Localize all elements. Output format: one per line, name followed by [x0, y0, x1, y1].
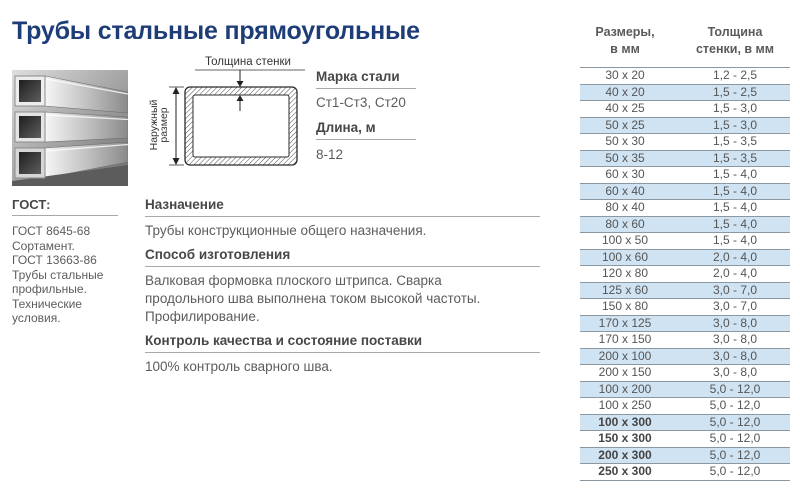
arrow-up-icon [173, 87, 180, 94]
thickness-cell: 2,0 - 4,0 [712, 249, 758, 264]
thickness-cell: 3,0 - 7,0 [712, 299, 758, 313]
section-text-line: Профилирование. [145, 309, 260, 324]
pipe-opening [19, 80, 41, 102]
thickness-cell: 1,5 - 4,0 [712, 183, 758, 198]
size-cell: 50 x 35 [605, 150, 645, 165]
table-row [580, 299, 790, 316]
table-row [580, 250, 790, 267]
size-cell: 100 x 200 [598, 381, 652, 396]
thickness-cell: 5,0 - 12,0 [709, 414, 761, 429]
section-text-line: 100% контроль сварного шва. [145, 359, 333, 374]
section-text-line: Трубы конструкционные общего назначения. [145, 223, 427, 238]
description-sections [145, 196, 540, 376]
steel-grade-label: Марка стали [316, 68, 416, 89]
table-header-size [580, 24, 670, 67]
thickness-cell: 3,0 - 8,0 [712, 332, 758, 346]
wall-thickness-label: Толщина стенки [205, 56, 291, 68]
table-row [580, 415, 790, 432]
size-cell: 100 x 50 [601, 233, 649, 247]
table-row [580, 316, 790, 333]
gost-line: Сортамент. [12, 238, 75, 253]
steel-pipes-photo [12, 70, 128, 186]
section-purpose [145, 196, 540, 240]
thickness-cell: 1,5 - 4,0 [712, 216, 758, 231]
outer-size-label-line: размер [158, 107, 170, 143]
section-text-line: Валковая формовка плоского штрипса. Сварка [145, 273, 442, 288]
thickness-cell: 1,5 - 4,0 [712, 200, 758, 214]
size-cell: 150 x 80 [601, 299, 649, 313]
thickness-cell: 1,5 - 3,5 [712, 150, 758, 165]
table-row [580, 464, 790, 481]
table-row [580, 431, 790, 448]
table-row [580, 151, 790, 168]
thickness-cell: 1,5 - 2,5 [712, 84, 758, 99]
size-cell: 125 x 60 [601, 282, 649, 297]
size-cell: 40 x 25 [605, 101, 645, 115]
section-heading: Контроль качества и состояние поставки [145, 332, 540, 353]
table-row [580, 68, 790, 85]
size-cell: 50 x 30 [605, 134, 645, 148]
size-cell: 30 x 20 [605, 68, 645, 82]
size-cell: 100 x 60 [601, 249, 649, 264]
table-row [580, 283, 790, 300]
gost-line: профильные. [12, 282, 87, 296]
thickness-cell: 5,0 - 12,0 [709, 447, 761, 462]
thickness-cell: 1,5 - 3,5 [712, 134, 758, 148]
pipe-body [45, 112, 128, 142]
thickness-cell: 3,0 - 8,0 [712, 365, 758, 379]
gost-label: ГОСТ: [12, 196, 118, 216]
size-cell: 200 x 150 [598, 365, 652, 379]
thickness-cell: 5,0 - 12,0 [709, 431, 761, 445]
size-cell: 120 x 80 [601, 266, 649, 280]
thickness-cell: 3,0 - 7,0 [712, 282, 758, 297]
length-label: Длина, м [316, 119, 416, 140]
steel-grade-value: Ст1-Ст3, Ст20 [316, 95, 406, 110]
size-cell: 50 x 25 [605, 117, 645, 132]
thickness-cell: 3,0 - 8,0 [712, 348, 758, 363]
gost-line: Технические [12, 296, 82, 311]
section-manufacturing [145, 246, 540, 326]
size-cell: 60 x 40 [605, 183, 645, 198]
thickness-cell: 1,5 - 3,0 [712, 117, 758, 132]
section-heading: Способ изготовления [145, 246, 540, 267]
table-row [580, 101, 790, 118]
section-heading: Назначение [145, 196, 540, 217]
size-cell: 200 x 300 [598, 447, 652, 462]
thickness-cell: 5,0 - 12,0 [709, 464, 761, 478]
size-cell: 40 x 20 [605, 84, 645, 99]
size-cell: 80 x 60 [605, 216, 645, 231]
gost-line: ГОСТ 8645-68 [12, 224, 91, 238]
size-cell: 150 x 300 [598, 431, 652, 445]
table-header-line: стенки, в мм [695, 42, 775, 56]
gost-text [12, 224, 118, 326]
pipe-opening [19, 116, 41, 138]
specs-panel [316, 68, 416, 164]
size-cell: 100 x 250 [598, 398, 652, 412]
size-cell: 60 x 30 [605, 167, 645, 181]
cross-section-diagram [140, 55, 310, 175]
outer-size-label-line: Наружный [148, 99, 160, 151]
size-cell: 170 x 150 [598, 332, 652, 346]
table-row [580, 382, 790, 399]
section-text-line: продольного шва выполнена током высокой частоты. [145, 291, 481, 306]
table-row [580, 217, 790, 234]
table-row [580, 85, 790, 102]
table-row [580, 233, 790, 250]
table-row [580, 349, 790, 366]
gost-panel [12, 196, 118, 326]
table-row [580, 134, 790, 151]
gost-line: ГОСТ 13663-86 [12, 253, 97, 267]
size-cell: 80 x 40 [605, 200, 645, 214]
table-row [580, 365, 790, 382]
thickness-cell: 1,5 - 4,0 [712, 167, 758, 181]
size-table-body [580, 67, 790, 481]
table-header-line: в мм [610, 42, 640, 56]
table-row [580, 118, 790, 135]
section-text [145, 358, 540, 376]
table-row [580, 332, 790, 349]
gost-line: Трубы стальные [12, 267, 104, 282]
arrow-down-icon [237, 81, 244, 87]
tube-inner-cavity [193, 95, 289, 157]
table-row [580, 448, 790, 465]
pipe-opening [19, 152, 41, 174]
thickness-cell: 3,0 - 8,0 [712, 315, 758, 330]
thickness-cell: 2,0 - 4,0 [712, 266, 758, 280]
table-row [580, 398, 790, 415]
size-cell: 200 x 100 [598, 348, 652, 363]
size-cell: 250 x 300 [598, 464, 652, 478]
table-header-line: Толщина [707, 25, 763, 39]
table-row [580, 184, 790, 201]
pipe-ends [15, 76, 45, 178]
table-row [580, 200, 790, 217]
thickness-cell: 1,5 - 4,0 [712, 233, 758, 247]
section-quality-control [145, 332, 540, 376]
thickness-cell: 5,0 - 12,0 [709, 398, 761, 412]
table-header-line: Размеры, [595, 25, 655, 39]
size-table [580, 24, 790, 481]
gost-line: условия. [12, 311, 61, 325]
length-value: 8-12 [316, 147, 344, 162]
page-title: Трубы стальные прямоугольные [12, 17, 420, 45]
size-cell: 100 x 300 [598, 414, 652, 429]
thickness-cell: 1,5 - 3,0 [712, 101, 758, 115]
table-header-thickness [670, 24, 790, 67]
table-header [580, 24, 790, 67]
thickness-cell: 1,2 - 2,5 [712, 68, 758, 82]
table-row [580, 266, 790, 283]
thickness-cell: 5,0 - 12,0 [709, 381, 761, 396]
arrow-down-icon [173, 158, 180, 165]
section-text [145, 222, 540, 240]
table-row [580, 167, 790, 184]
size-cell: 170 x 125 [598, 315, 652, 330]
section-text [145, 272, 540, 326]
